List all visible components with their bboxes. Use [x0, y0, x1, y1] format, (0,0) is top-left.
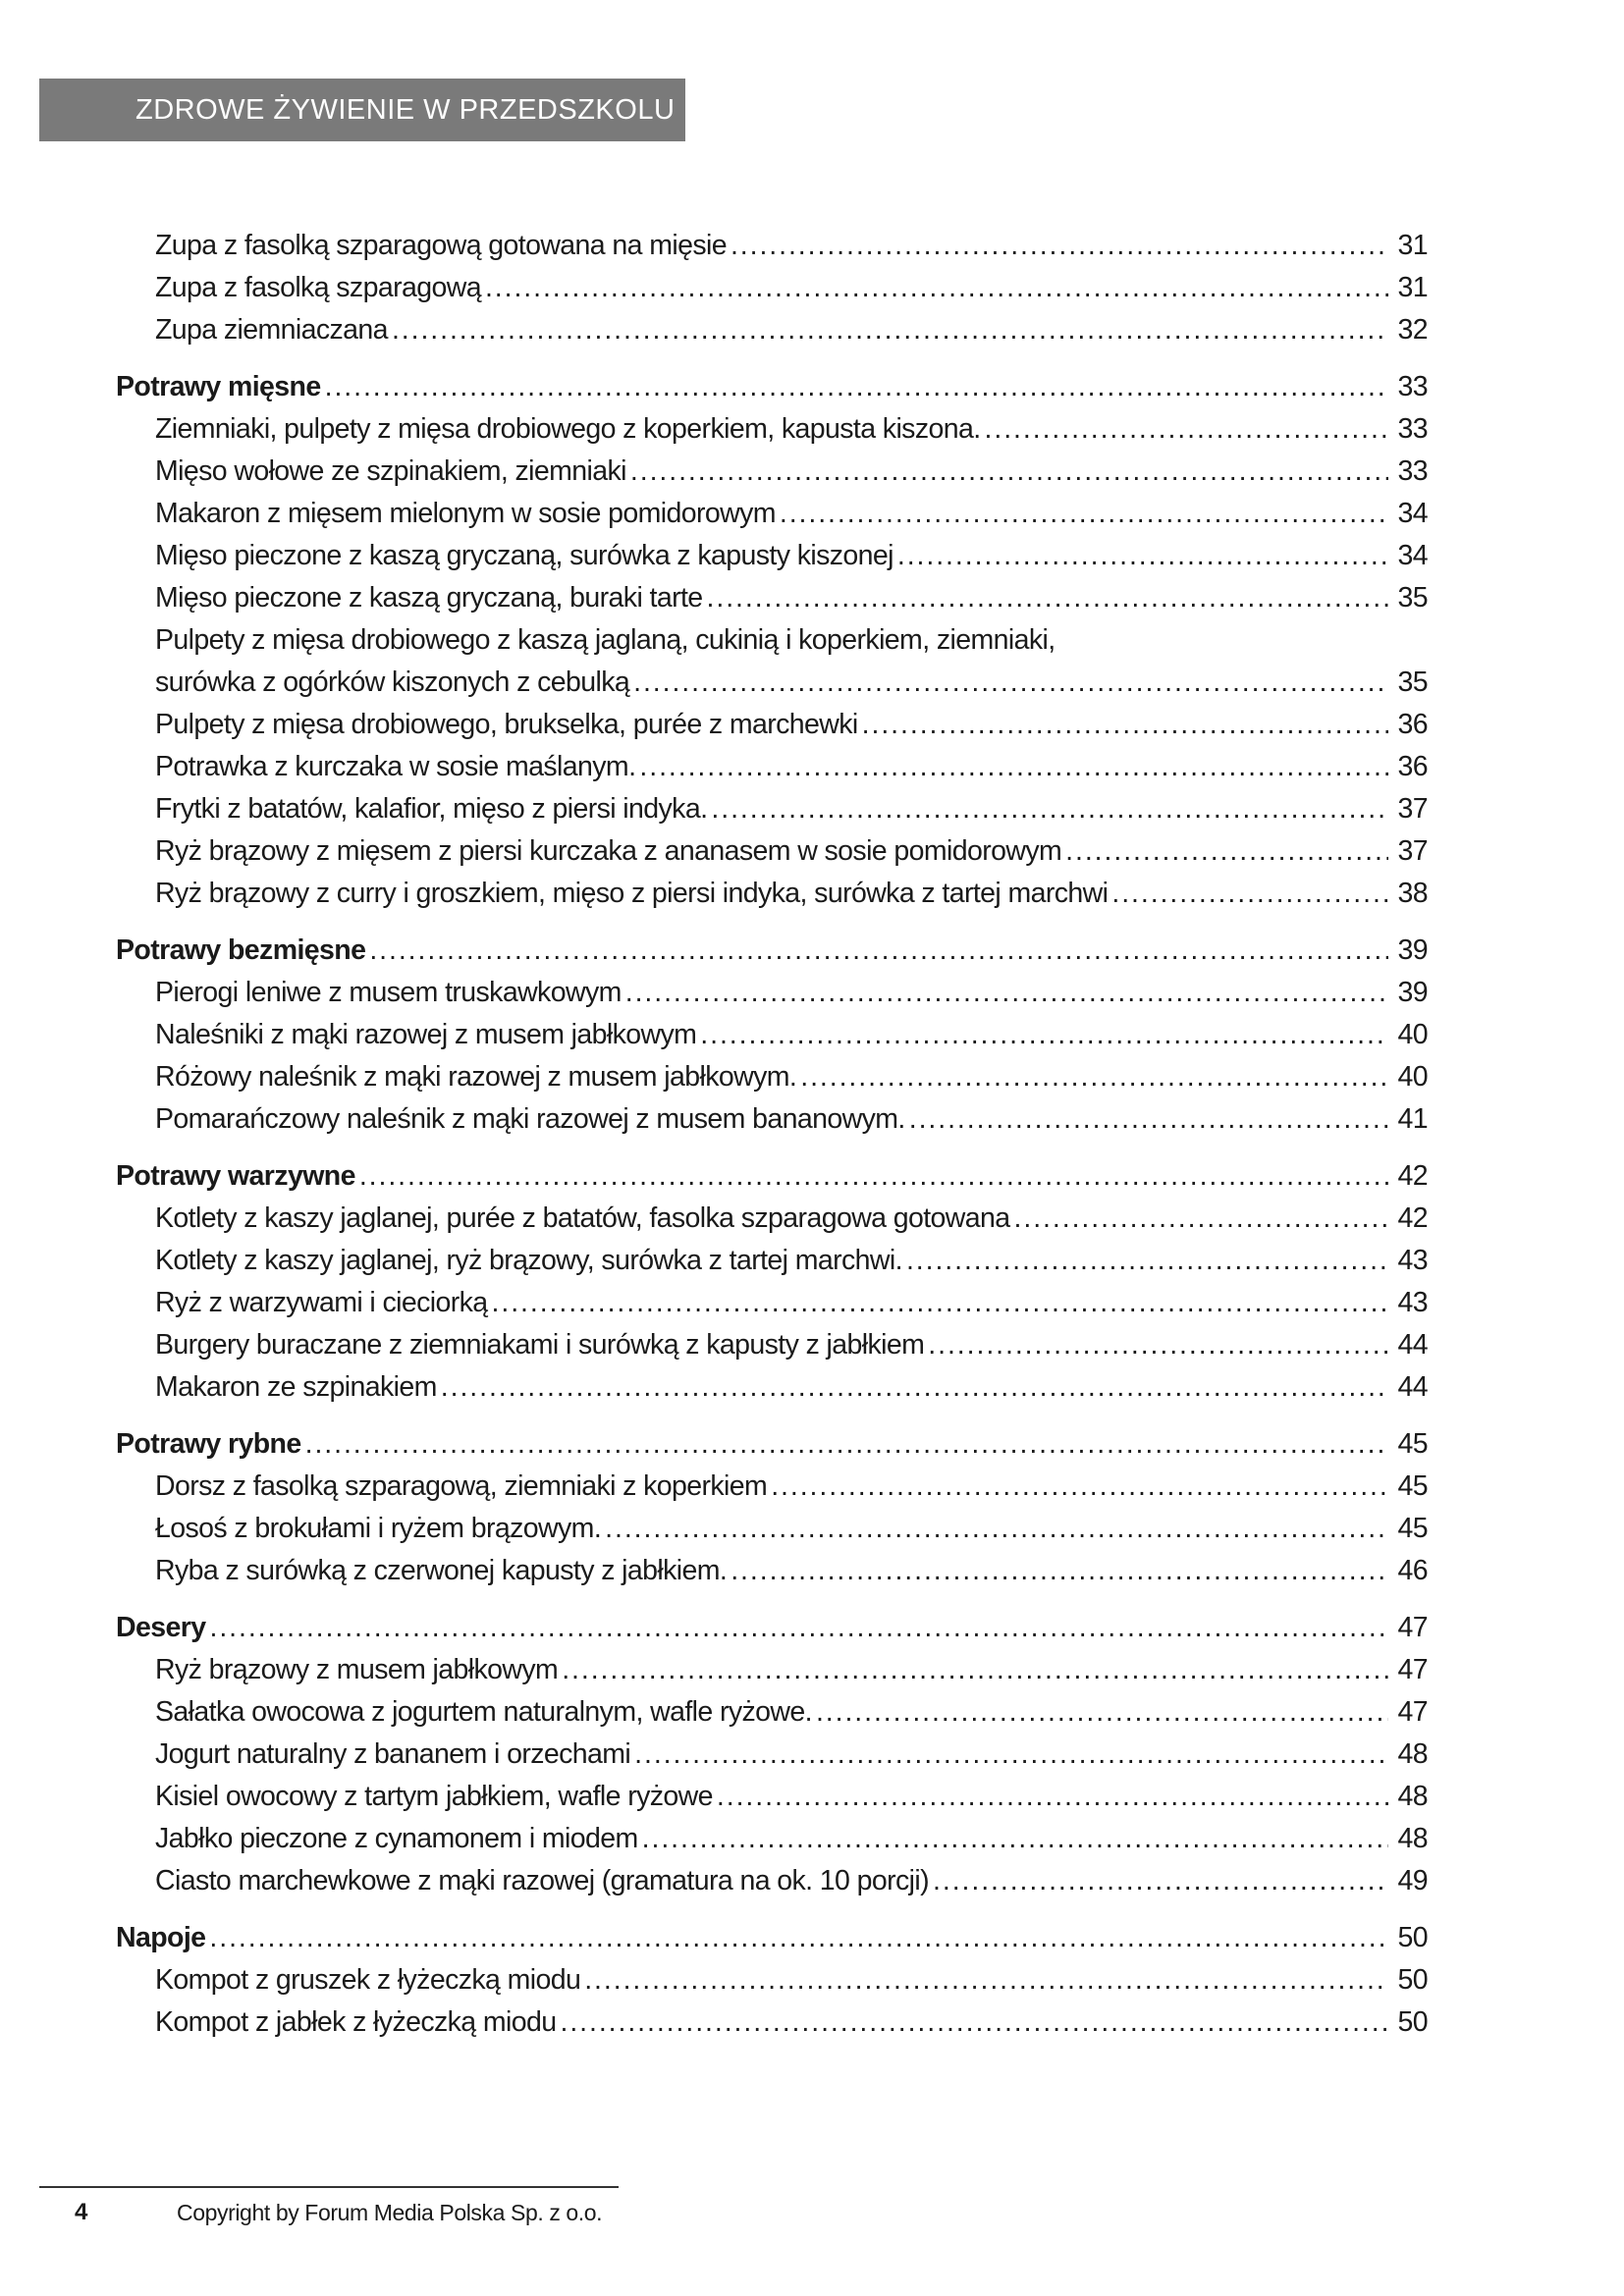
toc-section [116, 225, 1428, 351]
toc-heading[interactable] [116, 1155, 1428, 1198]
toc-section [116, 1607, 1428, 1902]
toc-entry[interactable] [116, 1734, 1428, 1776]
toc-page-number: 39 [1397, 977, 1428, 1008]
toc-entry[interactable] [116, 662, 1428, 704]
toc-page-number: 31 [1397, 230, 1428, 261]
toc-entry-title: Łosoś z brokułami i ryżem brązowym. [155, 1513, 602, 1544]
toc-entry[interactable] [116, 1649, 1428, 1691]
toc-entry-title: Pomarańczowy naleśnik z mąki razowej z musem bananowym. [155, 1103, 905, 1135]
dot-leader [359, 1155, 1388, 1198]
toc-page-number: 45 [1397, 1470, 1428, 1502]
toc-page-number: 50 [1397, 1922, 1428, 1953]
toc-section [116, 1423, 1428, 1592]
dot-leader [933, 1860, 1388, 1902]
toc-entry[interactable] [116, 577, 1428, 619]
toc-page-number: 44 [1397, 1329, 1428, 1361]
dot-leader [1014, 1198, 1388, 1240]
page-header-title: ZDROWE ŻYWIENIE W PRZEDSZKOLU [39, 79, 685, 141]
toc-section [116, 930, 1428, 1141]
toc-heading[interactable] [116, 1423, 1428, 1466]
toc-page-number: 36 [1397, 709, 1428, 740]
dot-leader [369, 930, 1388, 972]
toc-entry-title: Ciasto marchewkowe z mąki razowej (gramatura na ok. 10 porcji) [155, 1865, 930, 1896]
toc-entry-title: Potrawka z kurczaka w sosie maślanym. [155, 751, 636, 782]
dot-leader [985, 408, 1388, 451]
toc-entry-title: Makaron ze szpinakiem [155, 1371, 437, 1403]
toc-page-number: 38 [1397, 878, 1428, 909]
toc-page-number: 48 [1397, 1781, 1428, 1812]
toc-page-number: 40 [1397, 1019, 1428, 1050]
dot-leader [1111, 873, 1388, 915]
toc-page-number: 47 [1397, 1654, 1428, 1685]
dot-leader [928, 1324, 1388, 1366]
dot-leader [909, 1098, 1388, 1141]
toc-entry-title: Desery [116, 1612, 206, 1643]
toc-entry-title: Napoje [116, 1922, 206, 1953]
dot-leader [771, 1466, 1388, 1508]
toc-page-number: 37 [1397, 835, 1428, 867]
toc-entry-title: Sałatka owocowa z jogurtem naturalnym, wafle ryżowe. [155, 1696, 812, 1728]
toc-entry-title: Kompot z jabłek z łyżeczką miodu [155, 2006, 557, 2038]
toc-page-number: 50 [1397, 1964, 1428, 1996]
dot-leader [209, 1917, 1388, 1959]
toc-section [116, 1155, 1428, 1409]
toc-page-number: 35 [1397, 667, 1428, 698]
dot-leader [780, 493, 1388, 535]
dot-leader [485, 267, 1388, 309]
toc-page-number: 34 [1397, 540, 1428, 571]
toc-entry[interactable] [116, 1056, 1428, 1098]
toc-entry-title: Zupa z fasolką szparagową [155, 272, 481, 303]
toc-page-number: 43 [1397, 1287, 1428, 1318]
toc-entry-title: surówka z ogórków kiszonych z cebulką [155, 667, 630, 698]
toc-entry-title: Makaron z mięsem mielonym w sosie pomidorowym [155, 498, 776, 529]
toc-entry-title: Mięso pieczone z kaszą gryczaną, buraki tarte [155, 582, 703, 614]
dot-leader [897, 535, 1388, 577]
toc-page-number: 34 [1397, 498, 1428, 529]
toc-page-number: 46 [1397, 1555, 1428, 1586]
toc-entry[interactable] [116, 1508, 1428, 1550]
toc-entry[interactable] [116, 2002, 1428, 2044]
toc-entry-title: Ryż z warzywami i cieciorką [155, 1287, 488, 1318]
toc-entry-title: Zupa ziemniaczana [155, 314, 388, 346]
dot-leader [707, 577, 1388, 619]
toc-section [116, 1917, 1428, 2044]
dot-leader [906, 1240, 1388, 1282]
table-of-contents [116, 225, 1428, 2058]
toc-entry-title: Ziemniaki, pulpety z mięsa drobiowego z koperkiem, kapusta kiszona. [155, 413, 981, 445]
dot-leader [862, 704, 1388, 746]
page-number: 4 [75, 2199, 88, 2225]
toc-entry[interactable] [116, 493, 1428, 535]
toc-entry[interactable] [116, 788, 1428, 830]
toc-entry-title: Mięso pieczone z kaszą gryczaną, surówka z kapusty kiszonej [155, 540, 893, 571]
dot-leader [800, 1056, 1388, 1098]
dot-leader [634, 1734, 1388, 1776]
dot-leader [392, 309, 1388, 351]
toc-entry-title: Kotlety z kaszy jaglanej, ryż brązowy, surówka z tartej marchwi. [155, 1245, 902, 1276]
toc-entry-title: Zupa z fasolką szparagową gotowana na mięsie [155, 230, 727, 261]
dot-leader [1065, 830, 1388, 873]
copyright-notice: Copyright by Forum Media Polska Sp. z o.o. [177, 2200, 603, 2225]
toc-entry[interactable] [116, 1282, 1428, 1324]
toc-page-number: 50 [1397, 2006, 1428, 2038]
toc-entry-title: Potrawy bezmięsne [116, 934, 366, 966]
dot-leader [605, 1508, 1388, 1550]
dot-leader [441, 1366, 1388, 1409]
toc-entry-title: Kotlety z kaszy jaglanej, purée z batatów, fasolka szparagowa gotowana [155, 1202, 1010, 1234]
toc-heading[interactable] [116, 366, 1428, 408]
dot-leader [630, 451, 1388, 493]
toc-entry-title: Kisiel owocowy z tartym jabłkiem, wafle ryżowe [155, 1781, 713, 1812]
toc-page-number: 47 [1397, 1612, 1428, 1643]
toc-page-number: 36 [1397, 751, 1428, 782]
toc-entry-title: Ryż brązowy z mięsem z piersi kurczaka z ananasem w sosie pomidorowym [155, 835, 1062, 867]
dot-leader [492, 1282, 1388, 1324]
dot-leader [625, 972, 1388, 1014]
toc-entry-title: Pulpety z mięsa drobiowego, brukselka, purée z marchewki [155, 709, 858, 740]
dot-leader [816, 1691, 1388, 1734]
dot-leader [560, 2002, 1388, 2044]
toc-entry-title: Potrawy mięsne [116, 371, 321, 402]
toc-entry[interactable] [116, 1860, 1428, 1902]
toc-page-number: 31 [1397, 272, 1428, 303]
toc-entry-title: Różowy naleśnik z mąki razowej z musem jabłkowym. [155, 1061, 797, 1093]
toc-entry-title: Pierogi leniwe z musem truskawkowym [155, 977, 622, 1008]
dot-leader [731, 1550, 1388, 1592]
dot-leader [562, 1649, 1388, 1691]
toc-page-number: 42 [1397, 1160, 1428, 1192]
toc-entry[interactable] [116, 704, 1428, 746]
toc-entry[interactable] [116, 451, 1428, 493]
dot-leader [325, 366, 1388, 408]
dot-leader [711, 788, 1388, 830]
toc-page-number: 44 [1397, 1371, 1428, 1403]
toc-entry[interactable] [116, 535, 1428, 577]
toc-entry[interactable] [116, 873, 1428, 915]
toc-page-number: 33 [1397, 455, 1428, 487]
footer-divider [39, 2186, 619, 2188]
dot-leader [209, 1607, 1388, 1649]
toc-page-number: 45 [1397, 1428, 1428, 1460]
dot-leader [700, 1014, 1388, 1056]
toc-page-number: 42 [1397, 1202, 1428, 1234]
toc-page-number: 33 [1397, 413, 1428, 445]
toc-entry-title: Ryż brązowy z curry i groszkiem, mięso z piersi indyka, surówka z tartej marchwi [155, 878, 1109, 909]
toc-entry[interactable] [116, 1098, 1428, 1141]
dot-leader [717, 1776, 1388, 1818]
toc-entry[interactable] [116, 1324, 1428, 1366]
toc-entry[interactable] [116, 1014, 1428, 1056]
toc-entry-title: Jogurt naturalny z bananem i orzechami [155, 1738, 631, 1770]
dot-leader [731, 225, 1388, 267]
toc-heading[interactable] [116, 930, 1428, 972]
dot-leader [584, 1959, 1388, 2002]
toc-entry-title: Potrawy rybne [116, 1428, 301, 1460]
toc-entry[interactable] [116, 267, 1428, 309]
toc-entry-title: Dorsz z fasolką szparagową, ziemniaki z koperkiem [155, 1470, 768, 1502]
toc-entry[interactable] [116, 746, 1428, 788]
toc-page-number: 49 [1397, 1865, 1428, 1896]
toc-entry-title: Naleśniki z mąki razowej z musem jabłkowym [155, 1019, 697, 1050]
dot-leader [305, 1423, 1388, 1466]
toc-page-number: 45 [1397, 1513, 1428, 1544]
toc-page-number: 43 [1397, 1245, 1428, 1276]
toc-entry[interactable] [116, 1240, 1428, 1282]
toc-entry[interactable] [116, 408, 1428, 451]
toc-entry[interactable] [116, 1366, 1428, 1409]
dot-leader [639, 746, 1388, 788]
toc-entry-title: Pulpety z mięsa drobiowego z kaszą jaglaną, cukinią i koperkiem, ziemniaki, [155, 624, 1056, 656]
dot-leader [642, 1818, 1388, 1860]
toc-entry-title: Ryż brązowy z musem jabłkowym [155, 1654, 559, 1685]
toc-entry[interactable] [116, 225, 1428, 267]
toc-entry[interactable] [116, 309, 1428, 351]
toc-entry[interactable] [116, 1818, 1428, 1860]
toc-section [116, 366, 1428, 915]
toc-entry[interactable] [116, 1959, 1428, 2002]
toc-entry-title: Potrawy warzywne [116, 1160, 355, 1192]
toc-entry[interactable] [116, 972, 1428, 1014]
toc-entry-title: Frytki z batatów, kalafior, mięso z piersi indyka. [155, 793, 708, 825]
toc-entry[interactable] [116, 1691, 1428, 1734]
toc-page-number: 47 [1397, 1696, 1428, 1728]
toc-page-number: 40 [1397, 1061, 1428, 1093]
toc-entry[interactable] [116, 619, 1428, 662]
toc-entry[interactable] [116, 1550, 1428, 1592]
toc-entry[interactable] [116, 1198, 1428, 1240]
toc-entry-title: Kompot z gruszek z łyżeczką miodu [155, 1964, 581, 1996]
toc-heading[interactable] [116, 1607, 1428, 1649]
toc-page-number: 33 [1397, 371, 1428, 402]
toc-page-number: 48 [1397, 1823, 1428, 1854]
toc-page-number: 41 [1397, 1103, 1428, 1135]
toc-entry-title: Jabłko pieczone z cynamonem i miodem [155, 1823, 638, 1854]
toc-entry[interactable] [116, 1776, 1428, 1818]
toc-entry-title: Burgery buraczane z ziemniakami i surówką z kapusty z jabłkiem [155, 1329, 925, 1361]
toc-page-number: 39 [1397, 934, 1428, 966]
toc-heading[interactable] [116, 1917, 1428, 1959]
toc-entry-title: Ryba z surówką z czerwonej kapusty z jabłkiem. [155, 1555, 728, 1586]
toc-page-number: 48 [1397, 1738, 1428, 1770]
toc-entry-title: Mięso wołowe ze szpinakiem, ziemniaki [155, 455, 626, 487]
toc-entry[interactable] [116, 830, 1428, 873]
toc-page-number: 35 [1397, 582, 1428, 614]
toc-page-number: 37 [1397, 793, 1428, 825]
toc-entry[interactable] [116, 1466, 1428, 1508]
toc-page-number: 32 [1397, 314, 1428, 346]
dot-leader [633, 662, 1388, 704]
